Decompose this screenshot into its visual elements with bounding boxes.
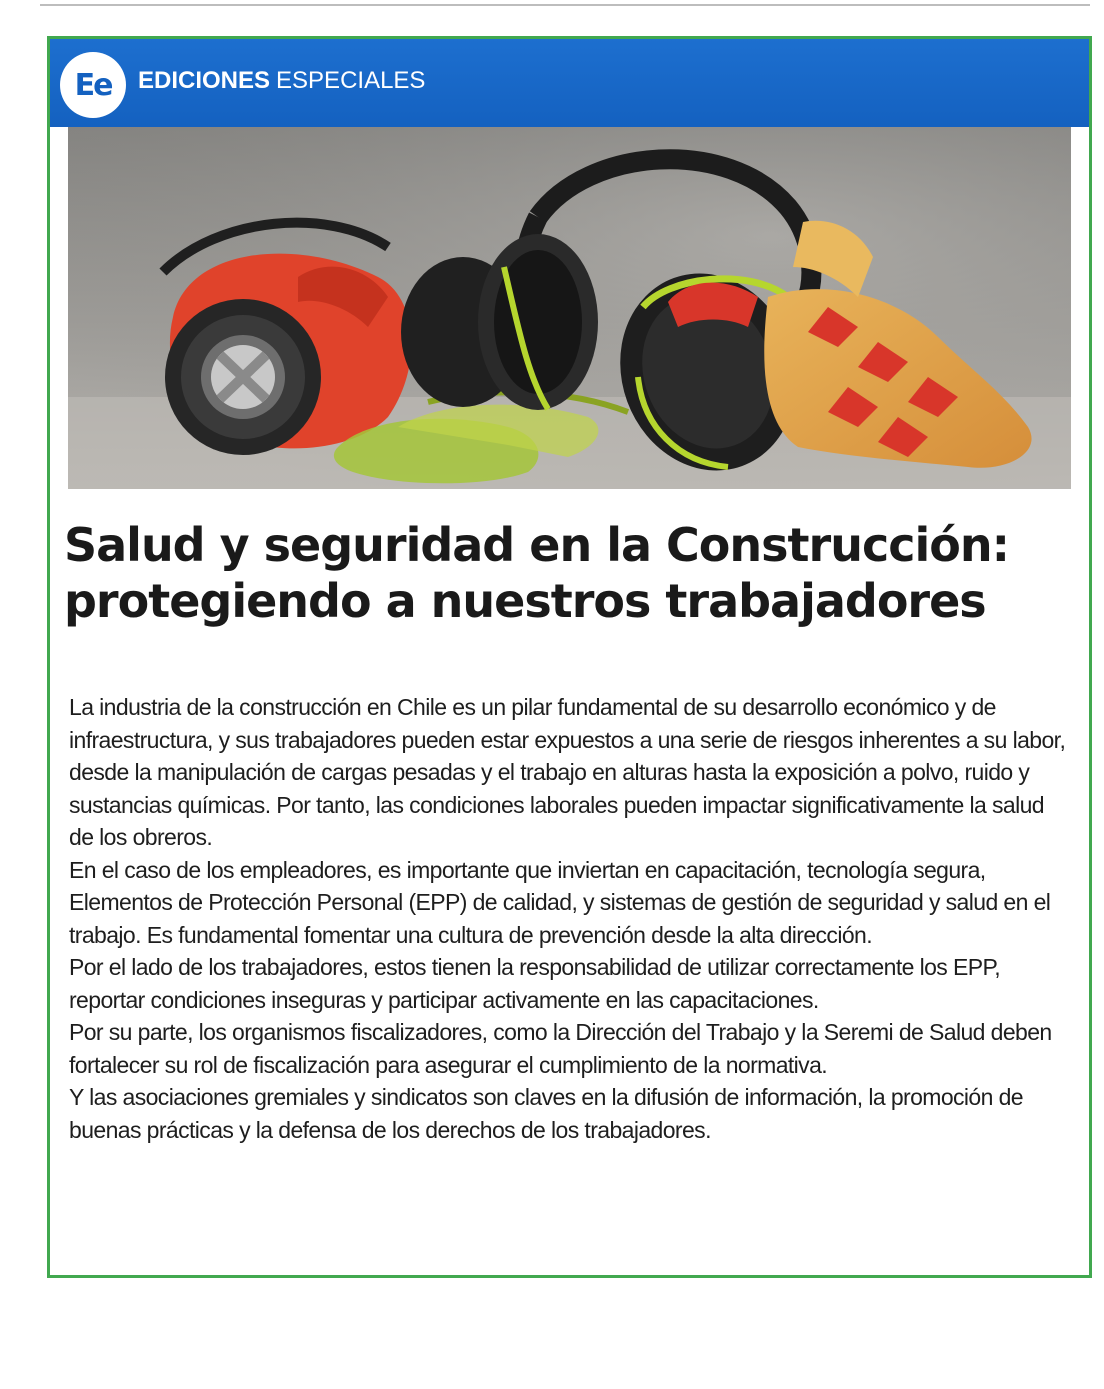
- brand-name-strong: EDICIONES: [138, 67, 271, 94]
- paragraph-2: En el caso de los empleadores, es importante que inviertan en capacitación, tecnología segura, Elementos de Protección Personal (EPP) de calidad, y sistemas de gestión de seguridad y salud en el trabajo. Es fundamental fomentar una cultura de prevención desde la alta dirección.: [69, 856, 1051, 948]
- paragraph-3: Por el lado de los trabajadores, estos tienen la responsabilidad de utilizar correctamente los EPP, reportar condiciones inseguras y participar activamente en las capacitaciones.: [69, 954, 1001, 1013]
- paragraph-1: La industria de la construcción en Chile es un pilar fundamental de su desarrollo económico y de infraestructura, y sus trabajadores pueden estar expuestos a una serie de riesgos inherentes a su labor, desde la manipulación de cargas pesadas y el trabajo en alturas hasta la exposición a polvo, ruido y sustancias químicas. Por tanto, las condiciones laborales pueden impactar significativamente la salud de los obreros.: [69, 694, 1066, 850]
- top-divider: [40, 4, 1090, 6]
- article-body: [69, 691, 1074, 1146]
- article-title: [64, 517, 1079, 629]
- section-brand: [138, 67, 425, 95]
- title-line-1: Salud y seguridad en la Construcción:: [64, 518, 1009, 572]
- article-frame: [47, 36, 1092, 1278]
- title-line-2: protegiendo a nuestros trabajadores: [64, 574, 986, 628]
- paragraph-4: Por su parte, los organismos fiscalizadores, como la Dirección del Trabajo y la Seremi de Salud deben fortalecer su rol de fiscalización para asegurar el cumplimiento de la normativa.: [69, 1019, 1052, 1078]
- brand-name-light: ESPECIALES: [276, 67, 426, 94]
- ee-logo: Ee: [60, 52, 126, 118]
- ppe-photo: [68, 127, 1071, 489]
- paragraph-5: Y las asociaciones gremiales y sindicatos son claves en la difusión de información, la promoción de buenas prácticas y la defensa de los derechos de los trabajadores.: [69, 1084, 1023, 1143]
- section-header: [50, 39, 1089, 127]
